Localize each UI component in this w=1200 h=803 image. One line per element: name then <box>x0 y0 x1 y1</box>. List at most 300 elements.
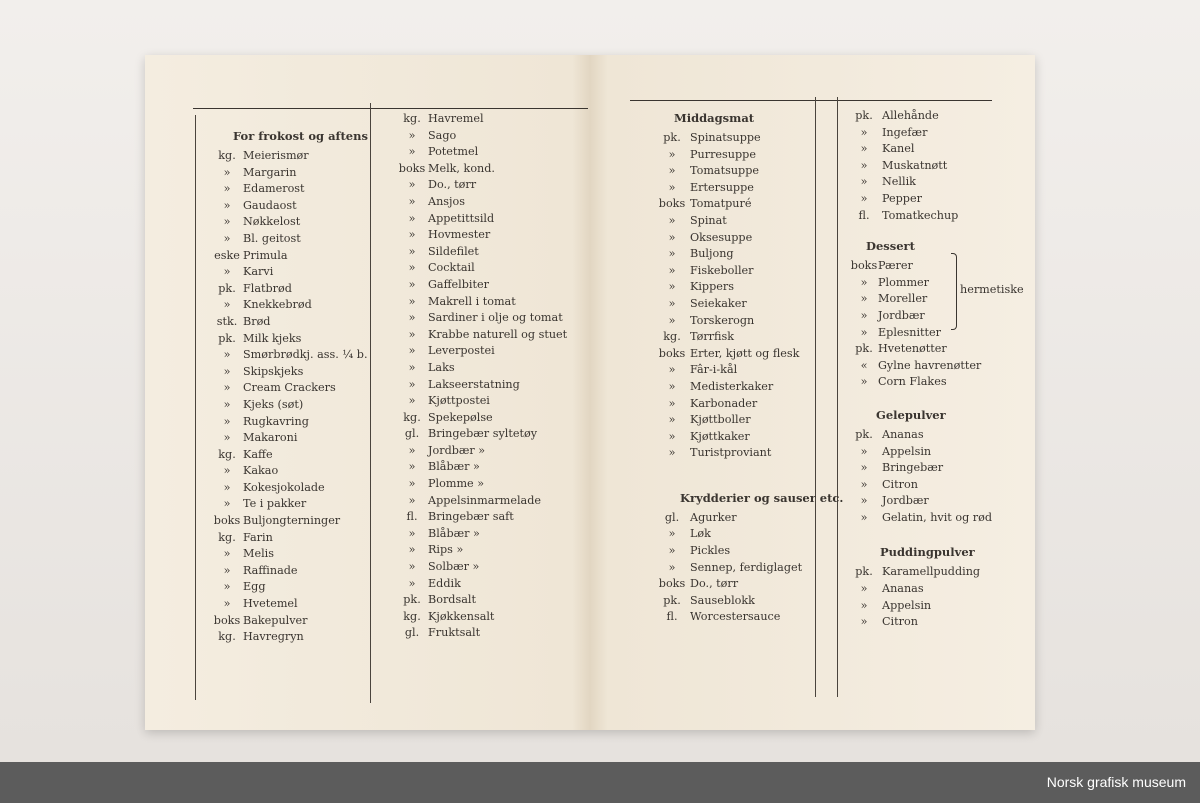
unit-label: kg. <box>663 330 681 344</box>
unit-label: » <box>223 265 231 279</box>
item-name: Appelsin <box>882 598 932 612</box>
item-name: Krabbe naturell og stuet <box>428 327 568 341</box>
list-item <box>650 262 843 279</box>
item-name: Jordbær <box>878 308 925 322</box>
item-name: Do., tørr <box>690 577 739 591</box>
item-name: Laks <box>428 360 455 374</box>
unit-label: » <box>223 563 231 577</box>
item-name: Sardiner i olje og tomat <box>428 311 563 325</box>
unit-label: » <box>408 178 416 192</box>
list-item <box>650 212 843 229</box>
unit-label: » <box>668 544 676 558</box>
item-name: Pepper <box>882 191 922 205</box>
unit-label: fl. <box>666 610 678 624</box>
item-name: Smørbrødkj. ass. ¼ b. <box>243 348 368 362</box>
unit-label: » <box>668 379 676 393</box>
item-name: Kippers <box>690 280 734 294</box>
item-name: Appelsinmarmelade <box>428 493 542 507</box>
item-name: Medisterkaker <box>690 379 774 393</box>
item-name: Rips » <box>428 543 464 557</box>
item-name: Gylne havrenøtter <box>878 358 982 372</box>
list-item <box>842 476 975 493</box>
list-item <box>650 328 843 345</box>
left-page-center-rule <box>370 103 371 703</box>
list-item <box>205 379 368 396</box>
item-name: Makrell i tomat <box>428 294 516 308</box>
list-item <box>842 124 975 141</box>
unit-label: » <box>223 215 231 229</box>
item-name: Bringebær <box>882 461 944 475</box>
item-name: Lakseerstatning <box>428 377 520 391</box>
unit-label: » <box>408 128 416 142</box>
item-name: Skipskjeks <box>243 364 304 378</box>
unit-label: » <box>668 263 676 277</box>
item-name: Buljongterninger <box>243 514 341 528</box>
item-name: Bringebær saft <box>428 510 514 524</box>
item-name: Solbær » <box>428 560 480 574</box>
list-item <box>842 207 975 224</box>
unit-label: » <box>223 480 231 494</box>
unit-label: » <box>668 429 676 443</box>
item-name: Makaroni <box>243 431 298 445</box>
item-name: Sago <box>428 128 457 142</box>
unit-label: » <box>860 598 868 612</box>
unit-label: » <box>223 414 231 428</box>
unit-label: » <box>668 247 676 261</box>
list-item <box>205 280 368 297</box>
unit-label: » <box>408 460 416 474</box>
item-list-krydder <box>842 107 975 223</box>
item-name: Brød <box>243 314 271 328</box>
unit-label: » <box>408 443 416 457</box>
list-item <box>650 245 843 262</box>
unit-label: » <box>860 615 868 629</box>
column-frokost <box>205 125 368 645</box>
item-name: Eplesnitter <box>878 325 942 339</box>
list-item <box>842 140 975 157</box>
item-name: Tørrfisk <box>690 330 735 344</box>
section-heading-frokost: For frokost og aftens <box>233 129 368 143</box>
unit-label: » <box>860 191 868 205</box>
item-name: Meierismør <box>243 149 309 162</box>
unit-label: » <box>408 344 416 358</box>
list-item <box>205 396 368 413</box>
item-name: Primula <box>243 248 288 262</box>
unit-label: pk. <box>855 109 873 122</box>
list-item <box>650 509 843 526</box>
item-name: Moreller <box>878 292 928 306</box>
item-name: Ananas <box>882 582 924 596</box>
unit-label: » <box>223 165 231 179</box>
list-item <box>842 509 993 526</box>
item-name: Tomatsuppe <box>690 164 759 178</box>
unit-label: » <box>408 477 416 491</box>
list-item <box>650 444 843 461</box>
section-heading-krydderier: Krydderier og sauser etc. <box>680 490 844 505</box>
item-name: Blåbær » <box>428 460 480 474</box>
unit-label: » <box>223 198 231 212</box>
item-name: Løk <box>690 527 711 541</box>
item-name: Egg <box>243 580 266 594</box>
item-name: Ananas <box>882 427 924 441</box>
unit-label: » <box>408 526 416 540</box>
item-name: Cream Crackers <box>243 381 336 395</box>
unit-label: » <box>860 444 868 458</box>
unit-label: « <box>860 358 868 372</box>
unit-label: » <box>860 142 868 156</box>
unit-label: » <box>223 547 231 561</box>
unit-label: » <box>408 277 416 291</box>
item-name: Tomatkechup <box>882 208 959 222</box>
list-item <box>650 608 843 625</box>
unit-label: » <box>408 211 416 225</box>
column-middagsmat <box>650 107 843 625</box>
item-name: Knekkebrød <box>243 298 312 312</box>
item-name: Plomme » <box>428 477 485 491</box>
unit-label: » <box>408 360 416 374</box>
item-name: Oksesuppe <box>690 230 753 244</box>
unit-label: boks <box>658 346 686 360</box>
list-item <box>205 313 368 330</box>
item-name: Kokesjokolade <box>243 480 325 494</box>
item-name: Plommer <box>878 275 930 289</box>
unit-label: pk. <box>855 342 873 356</box>
item-name: Ertersuppe <box>690 180 754 194</box>
item-name: Fiskeboller <box>690 263 754 277</box>
list-item <box>205 529 368 546</box>
list-item <box>205 363 368 380</box>
item-name: Kanel <box>882 142 915 156</box>
list-item <box>650 542 843 559</box>
unit-label: » <box>408 261 416 275</box>
unit-label: pk. <box>855 565 873 579</box>
item-name: Muskatnøtt <box>882 158 948 172</box>
unit-label: » <box>408 327 416 341</box>
unit-label: » <box>668 413 676 427</box>
item-name: Bakepulver <box>243 613 308 627</box>
item-name: Citron <box>882 615 918 629</box>
item-name: Torskerogn <box>690 313 755 327</box>
list-item <box>205 213 368 230</box>
list-item <box>650 229 843 246</box>
list-item <box>650 395 843 412</box>
item-name: Karvi <box>243 265 274 279</box>
unit-label: pk. <box>663 593 681 607</box>
unit-label: » <box>668 213 676 227</box>
item-name: Fâr-i-kål <box>690 363 738 377</box>
unit-label: gl. <box>664 510 680 524</box>
list-item <box>205 413 368 430</box>
list-item <box>205 263 368 280</box>
list-item <box>205 147 368 164</box>
unit-label: » <box>668 164 676 178</box>
item-name: Worcestersauce <box>690 610 781 624</box>
item-name: Appelsin <box>882 444 932 458</box>
unit-label: boks <box>658 577 686 591</box>
unit-label: pk. <box>218 331 236 345</box>
unit-label: » <box>860 308 868 322</box>
unit-label: » <box>860 325 868 339</box>
list-item <box>650 361 843 378</box>
item-list-puddingpulver <box>842 563 981 629</box>
unit-label: eske <box>214 248 240 262</box>
unit-label: » <box>860 125 868 139</box>
list-item <box>205 562 368 579</box>
unit-label: kg. <box>218 149 236 162</box>
section-heading-gelepulver: Gelepulver <box>876 407 946 422</box>
unit-label: » <box>223 464 231 478</box>
list-item <box>205 446 368 463</box>
unit-label: stk. <box>216 314 238 328</box>
unit-label: boks <box>658 197 686 211</box>
unit-label: » <box>860 510 868 524</box>
unit-label: » <box>668 560 676 574</box>
unit-label: » <box>408 244 416 258</box>
item-name: Gelatin, hvit og rød <box>882 510 993 524</box>
unit-label: kg. <box>403 609 421 623</box>
list-item <box>205 512 368 529</box>
item-name: Citron <box>882 477 918 491</box>
item-name: Sennep, ferdiglaget <box>690 560 803 574</box>
item-name: Fruktsalt <box>428 626 481 640</box>
unit-label: » <box>223 364 231 378</box>
unit-label: » <box>668 280 676 294</box>
item-list-krydderier <box>650 509 843 625</box>
item-name: Hvetenøtter <box>878 342 947 356</box>
list-item <box>842 580 975 597</box>
unit-label: kg. <box>403 410 421 424</box>
item-list-gelepulver <box>842 426 993 526</box>
item-name: Kjøttpostei <box>428 394 490 408</box>
item-name: Margarin <box>243 165 297 179</box>
unit-label: » <box>668 296 676 310</box>
list-item <box>650 195 843 212</box>
item-name: Kjeks (søt) <box>243 397 304 411</box>
list-item <box>842 613 975 630</box>
list-item <box>205 628 368 645</box>
item-name: Havremel <box>428 112 484 125</box>
list-item <box>650 295 843 312</box>
list-item <box>650 592 843 609</box>
unit-label: » <box>408 543 416 557</box>
unit-label: boks <box>850 259 878 273</box>
unit-label: kg. <box>218 447 236 461</box>
list-item <box>842 340 975 357</box>
unit-label: » <box>223 381 231 395</box>
list-item <box>205 164 368 181</box>
item-name: Karamellpudding <box>882 565 981 579</box>
museum-credit: Norsk grafisk museum <box>1046 774 1186 790</box>
item-name: Milk kjeks <box>243 331 302 345</box>
item-list-middagsmat <box>650 129 843 461</box>
unit-label: » <box>668 180 676 194</box>
list-item <box>650 525 843 542</box>
unit-label: » <box>223 397 231 411</box>
unit-label: » <box>408 560 416 574</box>
item-name: Turistproviant <box>690 446 772 460</box>
list-item <box>650 278 843 295</box>
item-name: Kjøttkaker <box>690 429 750 443</box>
item-name: Gaffelbiter <box>428 277 489 291</box>
item-name: Nøkkelost <box>243 215 301 229</box>
unit-label: » <box>860 158 868 172</box>
list-item <box>842 373 975 390</box>
list-item <box>650 345 843 362</box>
unit-label: » <box>668 147 676 161</box>
unit-label: » <box>860 477 868 491</box>
unit-label: » <box>668 313 676 327</box>
item-name: Jordbær <box>882 494 929 508</box>
unit-label: » <box>223 182 231 196</box>
list-item <box>842 492 975 509</box>
item-name: Sauseblokk <box>690 593 755 607</box>
item-name: Gaudaost <box>243 198 297 212</box>
section-heading-middagsmat: Middagsmat <box>674 111 755 125</box>
list-item <box>205 247 368 264</box>
list-item <box>205 462 368 479</box>
unit-label: » <box>408 294 416 308</box>
item-name: Karbonader <box>690 396 758 410</box>
unit-label: boks <box>398 161 426 175</box>
unit-label: boks <box>213 514 241 528</box>
item-name: Flatbrød <box>243 281 292 295</box>
item-name: Kjøttboller <box>690 413 751 427</box>
list-item <box>650 378 843 395</box>
list-item <box>842 107 975 124</box>
list-item <box>842 563 981 580</box>
list-item <box>650 411 843 428</box>
list-item <box>205 479 368 496</box>
item-name: Hvetemel <box>243 597 298 611</box>
list-item <box>650 559 843 576</box>
left-page-top-rule <box>193 108 588 109</box>
unit-label: » <box>223 231 231 245</box>
item-name: Bordsalt <box>428 593 476 607</box>
unit-label: boks <box>213 613 241 627</box>
list-item <box>205 197 368 214</box>
list-item <box>842 426 975 443</box>
unit-label: gl. <box>404 427 420 441</box>
item-name: Corn Flakes <box>878 375 947 389</box>
item-name: Kaffe <box>243 447 273 461</box>
item-name: Seiekaker <box>690 296 747 310</box>
section-heading-puddingpulver: Puddingpulver <box>880 545 975 560</box>
list-item <box>205 545 368 562</box>
item-name: Blåbær » <box>428 526 480 540</box>
list-item <box>205 180 368 197</box>
unit-label: » <box>408 228 416 242</box>
list-item <box>650 146 843 163</box>
item-name: Purresuppe <box>690 147 756 161</box>
list-item <box>650 179 843 196</box>
unit-label: » <box>668 363 676 377</box>
item-name: Te i pakker <box>243 497 307 511</box>
unit-label: » <box>668 446 676 460</box>
list-item <box>205 346 368 363</box>
item-name: Erter, kjøtt og flesk <box>690 346 800 360</box>
hermetiske-label: hermetiske <box>960 283 1024 296</box>
item-name: Do., tørr <box>428 178 477 192</box>
item-name: Bringebær syltetøy <box>428 427 538 441</box>
list-item <box>650 129 843 146</box>
unit-label: » <box>408 493 416 507</box>
item-name: Cocktail <box>428 261 475 275</box>
unit-label: kg. <box>218 630 236 644</box>
hermetiske-bracket <box>951 253 957 330</box>
unit-label: » <box>223 497 231 511</box>
list-item <box>205 230 368 247</box>
unit-label: » <box>408 311 416 325</box>
footer-bar <box>0 762 1200 803</box>
unit-label: pk. <box>855 427 873 441</box>
unit-label: kg. <box>403 112 421 125</box>
item-name: Pickles <box>690 544 731 558</box>
unit-label: gl. <box>404 626 420 640</box>
left-page-left-rule <box>195 115 196 700</box>
item-name: Spekepølse <box>428 410 493 424</box>
item-name: Sildefilet <box>428 244 479 258</box>
item-name: Potetmel <box>428 145 479 159</box>
item-name: Ingefær <box>882 125 928 139</box>
unit-label: » <box>408 576 416 590</box>
unit-label: » <box>860 275 868 289</box>
unit-label: » <box>860 375 868 389</box>
section-heading-dessert: Dessert <box>866 239 915 254</box>
list-item <box>205 495 368 512</box>
list-item <box>650 575 843 592</box>
unit-label: » <box>223 431 231 445</box>
list-item <box>842 459 975 476</box>
item-name: Raffinade <box>243 563 298 577</box>
list-item <box>205 330 368 347</box>
item-name: Agurker <box>690 510 737 524</box>
unit-label: pk. <box>218 281 236 295</box>
item-name: Rugkavring <box>243 414 309 428</box>
list-item <box>842 443 975 460</box>
item-name: Melk, kond. <box>428 161 495 175</box>
unit-label: » <box>860 292 868 306</box>
list-item <box>205 429 368 446</box>
unit-label: fl. <box>406 510 418 524</box>
item-name: Jordbær » <box>428 443 486 457</box>
unit-label: » <box>668 230 676 244</box>
item-name: Kakao <box>243 464 279 478</box>
unit-label: » <box>860 461 868 475</box>
list-item <box>842 190 975 207</box>
unit-label: » <box>408 377 416 391</box>
unit-label: » <box>668 396 676 410</box>
item-name: Kjøkkensalt <box>428 609 495 623</box>
unit-label: » <box>223 298 231 312</box>
list-item <box>842 597 975 614</box>
item-name: Spinat <box>690 213 727 227</box>
item-name: Tomatpuré <box>690 197 752 211</box>
unit-label: » <box>408 145 416 159</box>
unit-label: » <box>223 348 231 362</box>
list-item <box>650 428 843 445</box>
unit-label: » <box>860 494 868 508</box>
item-name: Edamerost <box>243 182 305 196</box>
list-item <box>205 296 368 313</box>
item-name: Havregryn <box>243 630 304 644</box>
item-name: Ansjos <box>428 194 465 208</box>
list-item <box>842 357 982 374</box>
item-name: Hovmester <box>428 228 491 242</box>
item-name: Spinatsuppe <box>690 131 761 144</box>
brochure-spread <box>145 55 1035 730</box>
unit-label: » <box>860 582 868 596</box>
item-name: Buljong <box>690 247 734 261</box>
